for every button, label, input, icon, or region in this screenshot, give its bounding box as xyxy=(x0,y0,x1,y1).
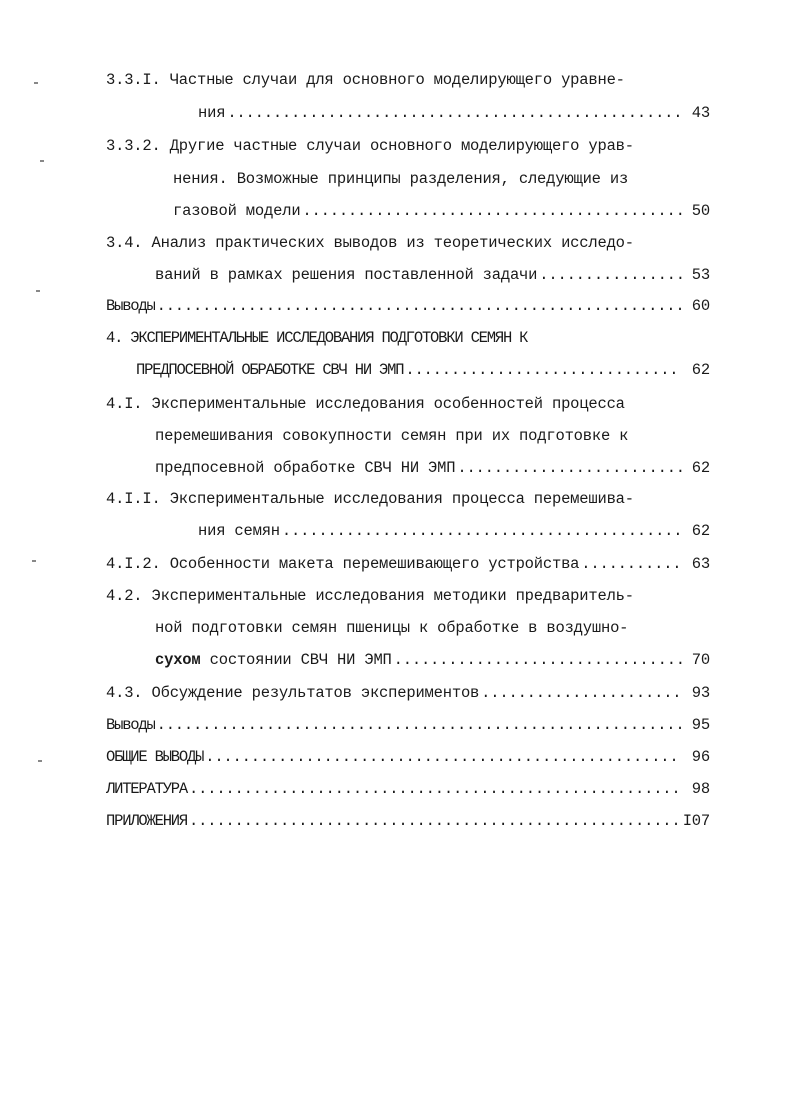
toc-entry-4-1-line3 xyxy=(155,458,710,478)
toc-leader-dots xyxy=(405,360,682,380)
toc-entry-4-1-line2: перемешивания совокупности семян при их подготовке к xyxy=(155,427,629,445)
toc-entry-3-4-line1: 3.4. Анализ практических выводов из теоретических исследо- xyxy=(106,234,634,252)
toc-page-number: 62 xyxy=(691,522,710,540)
toc-text: ЛИТЕРАТУРА xyxy=(106,780,188,798)
toc-page-number: 53 xyxy=(691,266,710,284)
toc-entry-4-2-line2: ной подготовки семян пшеницы к обработке в воздушно- xyxy=(155,619,629,637)
toc-page-number: 98 xyxy=(691,780,710,798)
toc-leader-dots xyxy=(227,103,682,123)
toc-page-number: 63 xyxy=(691,555,710,573)
toc-entry-3-3-2-line3 xyxy=(173,201,710,221)
toc-leader-dots xyxy=(481,683,682,703)
toc-leader-dots xyxy=(189,779,682,799)
toc-entry-literature xyxy=(106,779,710,799)
toc-text: ваний в рамках решения поставленной задачи xyxy=(155,266,538,284)
scan-mark xyxy=(34,82,38,84)
toc-text: Выводы xyxy=(106,297,155,315)
scan-mark xyxy=(38,760,42,762)
toc-text-bold: сухом xyxy=(155,651,201,669)
toc-text: ния xyxy=(198,104,226,122)
toc-page-number: 60 xyxy=(691,297,710,315)
toc-leader-dots xyxy=(302,201,682,221)
toc-page-number: 43 xyxy=(691,104,710,122)
toc-leader-dots xyxy=(394,650,682,670)
toc-text-rest: состоянии СВЧ НИ ЭМП xyxy=(200,651,392,669)
toc-page-number: 95 xyxy=(691,716,710,734)
toc-text: ния семян xyxy=(198,522,280,540)
toc-leader-dots xyxy=(157,296,682,316)
toc-text: 4.I.2. Особенности макета перемешивающего устройства xyxy=(106,555,580,573)
toc-text: предпосевной обработке СВЧ НИ ЭМП xyxy=(155,459,456,477)
toc-entry-chapter-4-line1: 4. ЭКСПЕРИМЕНТАЛЬНЫЕ ИССЛЕДОВАНИЯ ПОДГОТОВКИ СЕМЯН К xyxy=(106,329,528,347)
toc-page-number: 70 xyxy=(691,651,710,669)
toc-leader-dots xyxy=(539,265,682,285)
toc-entry-appendices xyxy=(106,811,710,831)
toc-entry-conclusions-4 xyxy=(106,715,710,735)
toc-entry-conclusions-3 xyxy=(106,296,710,316)
toc-text: ПРИЛОЖЕНИЯ xyxy=(106,812,188,830)
toc-entry-3-3-2-line2: нения. Возможные принципы разделения, следующие из xyxy=(173,170,629,188)
toc-entry-4-2-line1: 4.2. Экспериментальные исследования методики предваритель- xyxy=(106,587,634,605)
toc-entry-chapter-4-line2 xyxy=(136,360,710,380)
scan-mark xyxy=(40,160,44,162)
toc-page-number: 50 xyxy=(691,202,710,220)
toc-entry-3-3-1-line1: 3.3.I. Частные случаи для основного моделирующего уравне- xyxy=(106,71,625,89)
toc-entry-4-1-1-line1: 4.I.I. Экспериментальные исследования процесса перемешива- xyxy=(106,490,634,508)
toc-entry-3-3-1-line2 xyxy=(198,103,710,123)
toc-text xyxy=(155,650,392,670)
toc-text: ОБЩИЕ ВЫВОДЫ xyxy=(106,748,204,766)
toc-page-number: 62 xyxy=(691,459,710,477)
toc-page-number: 96 xyxy=(691,748,710,766)
toc-page-number: 93 xyxy=(691,684,710,702)
toc-entry-4-2-line3 xyxy=(155,650,710,670)
toc-entry-3-4-line2 xyxy=(155,265,710,285)
toc-entry-3-3-2-line1: 3.3.2. Другие частные случаи основного моделирующего урав- xyxy=(106,137,634,155)
toc-entry-4-3 xyxy=(106,683,710,703)
toc-entry-4-1-2 xyxy=(106,554,710,574)
toc-page-number: 62 xyxy=(691,361,710,379)
toc-leader-dots xyxy=(189,811,681,831)
toc-leader-dots xyxy=(457,458,682,478)
toc-page-number: I07 xyxy=(682,812,710,830)
toc-text: газовой модели xyxy=(173,202,301,220)
scan-mark xyxy=(32,560,36,562)
toc-text: ПРЕДПОСЕВНОЙ ОБРАБОТКЕ СВЧ НИ ЭМП xyxy=(136,361,404,379)
toc-entry-4-1-line1: 4.I. Экспериментальные исследования особенностей процесса xyxy=(106,395,625,413)
toc-leader-dots xyxy=(157,715,682,735)
toc-leader-dots xyxy=(282,521,682,541)
toc-text: 4.3. Обсуждение результатов экспериментов xyxy=(106,684,480,702)
toc-text: Выводы xyxy=(106,716,155,734)
toc-entry-general-conclusions xyxy=(106,747,710,767)
toc-leader-dots xyxy=(581,554,682,574)
toc-leader-dots xyxy=(205,747,682,767)
scan-mark xyxy=(36,290,40,292)
toc-entry-4-1-1-line2 xyxy=(198,521,710,541)
